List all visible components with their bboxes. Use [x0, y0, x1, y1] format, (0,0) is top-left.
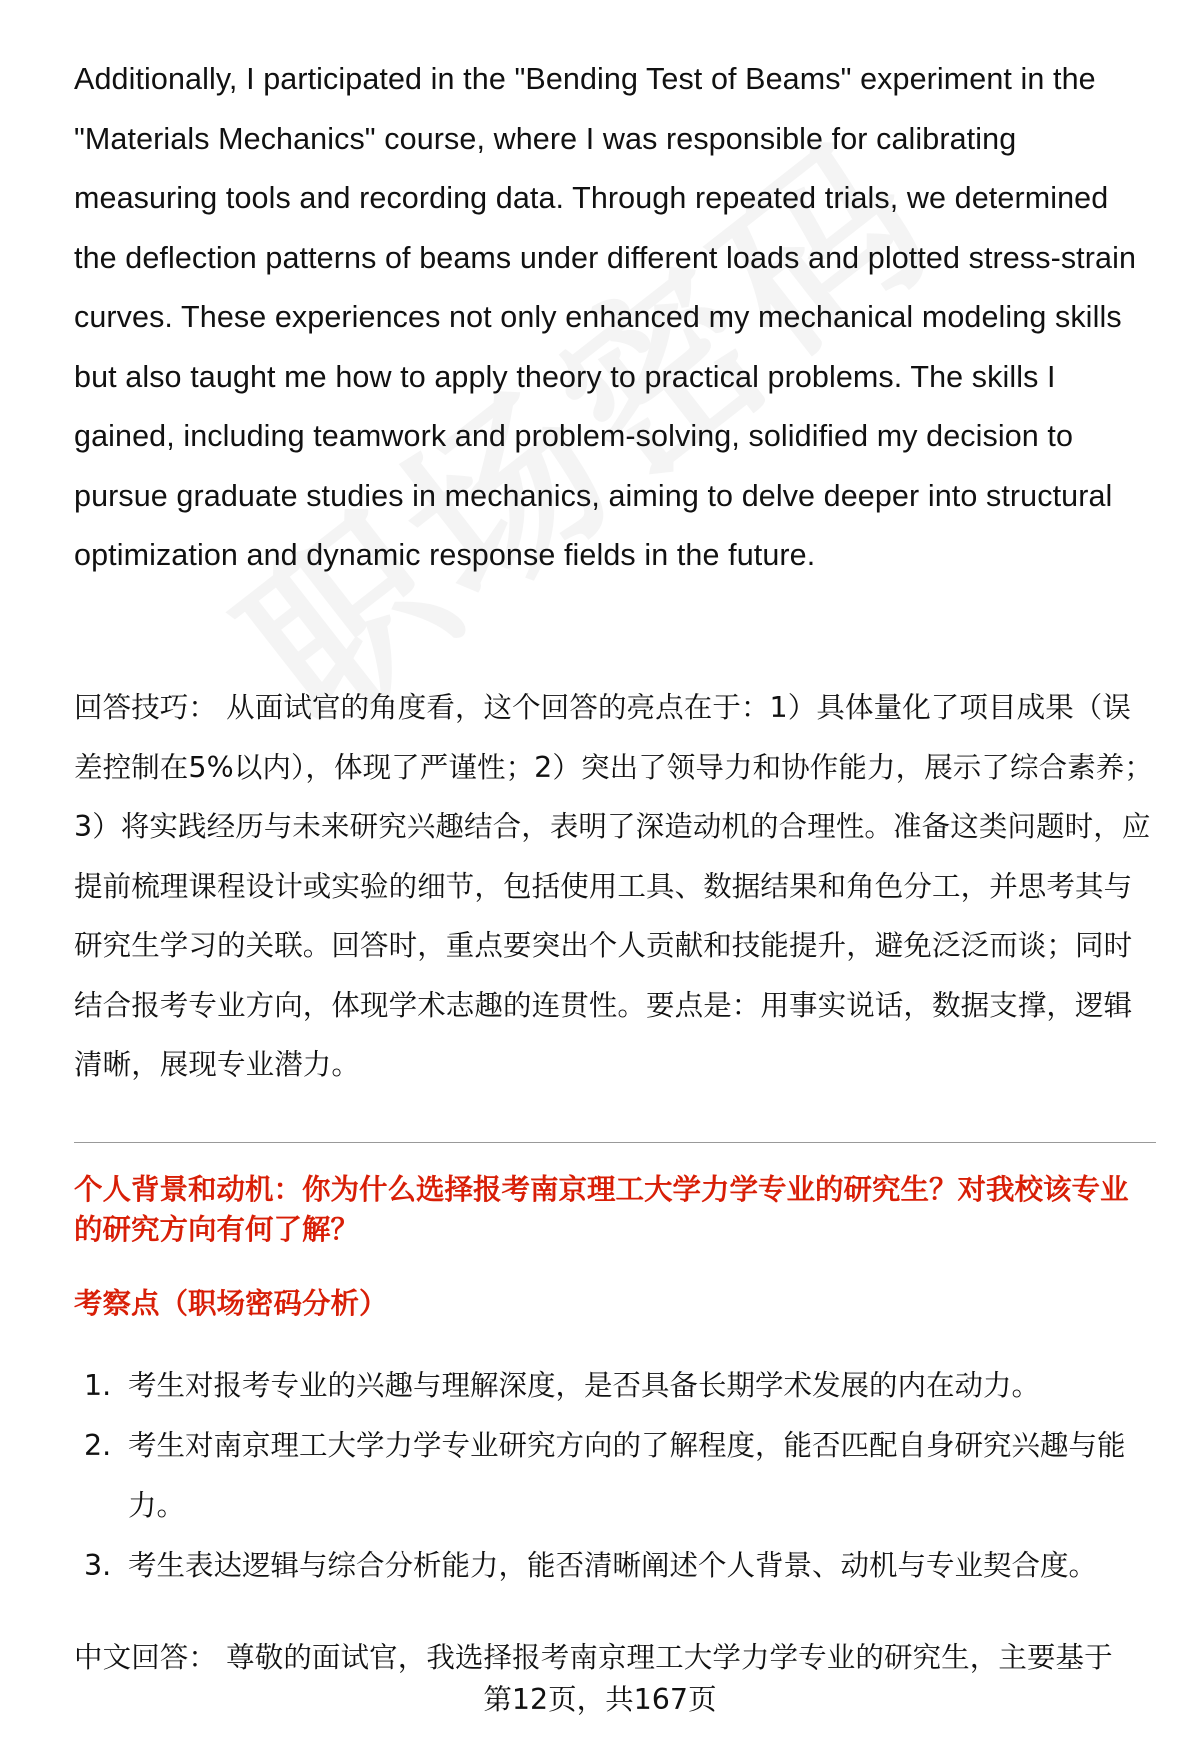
- list-item-text: 考生表达逻辑与综合分析能力，能否清晰阐述个人背景、动机与专业契合度。: [128, 1549, 1098, 1582]
- assessment-points-list: [74, 1356, 1156, 1596]
- interview-question-heading: 个人背景和动机：你为什么选择报考南京理工大学力学专业的研究生？对我校该专业的研究方向有何了解？: [74, 1173, 1129, 1246]
- list-item-number: 2.: [84, 1429, 112, 1462]
- list-item-text: 考生对报考专业的兴趣与理解深度，是否具备长期学术发展的内在动力。: [128, 1369, 1041, 1402]
- section-divider: [74, 1142, 1156, 1143]
- list-item-text: 考生对南京理工大学力学专业研究方向的了解程度，能否匹配自身研究兴趣与能力。: [128, 1429, 1126, 1522]
- list-item: [74, 1536, 1156, 1596]
- list-item-number: 1.: [84, 1369, 112, 1402]
- list-item-number: 3.: [84, 1549, 112, 1582]
- english-answer-paragraph: Additionally, I participated in the "Bending Test of Beams" experiment in the "Materials Mechanics" course, where I was responsible for calibrating measuring tools and recording data. Through repeated trials, we determined the deflection patterns of beams under different loads and plotted stress-strain curves. These experiences not only enhanced my mechanical modeling skills but also taught me how to apply theory to practical problems. The skills I gained, including teamwork and problem-solving, solidified my decision to pursue graduate studies in mechanics, aiming to delve deeper into structural optimization and dynamic response fields in the future.: [74, 62, 1137, 572]
- assessment-points-heading: 考察点（职场密码分析）: [74, 1287, 388, 1320]
- list-item: [74, 1416, 1156, 1536]
- page-number-footer: 第12页，共167页: [483, 1683, 717, 1716]
- list-item: [74, 1356, 1156, 1416]
- chinese-answer-paragraph: 中文回答： 尊敬的面试官，我选择报考南京理工大学力学专业的研究生，主要基于: [74, 1641, 1113, 1674]
- answer-tips-paragraph: 回答技巧： 从面试官的角度看，这个回答的亮点在于：1）具体量化了项目成果（误差控制在5%以内），体现了严谨性；2）突出了领导力和协作能力，展示了综合素养；3）将实践经历与未来研究兴趣结合，表明了深造动机的合理性。准备这类问题时，应提前梳理课程设计或实验的细节，包括使用工具、数据结果和角色分工，并思考其与研究生学习的关联。回答时，重点要突出个人贡献和技能提升，避免泛泛而谈；同时结合报考专业方向，体现学术志趣的连贯性。要点是：用事实说话，数据支撑，逻辑清晰，展现专业潜力。: [74, 691, 1153, 1081]
